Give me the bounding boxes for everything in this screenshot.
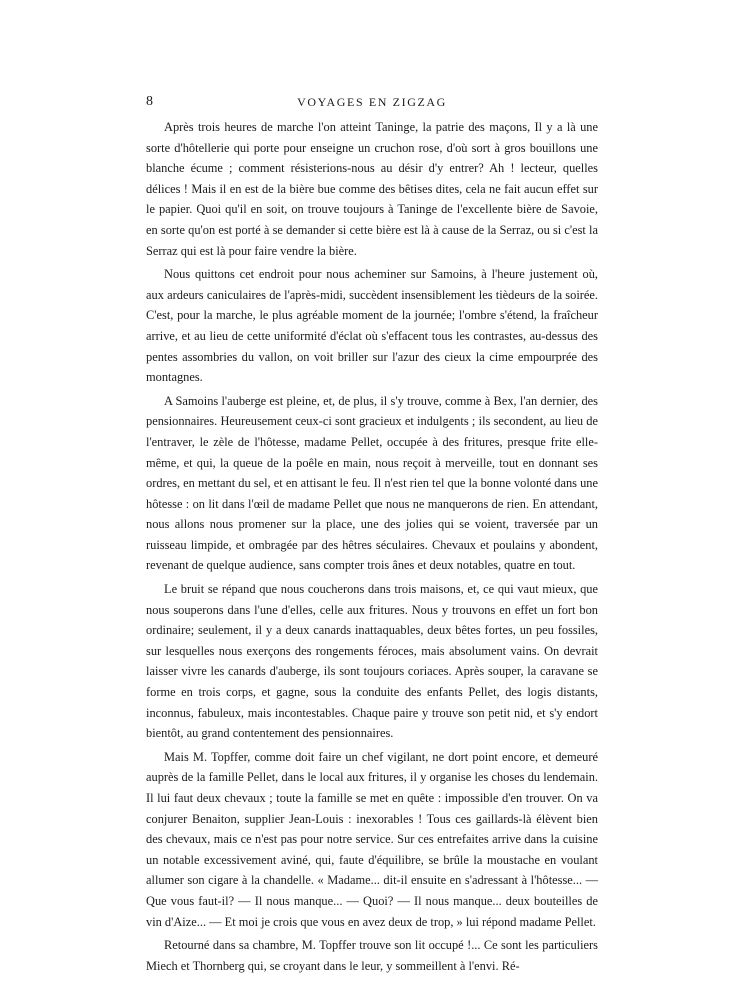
paragraph-taninge: Après trois heures de marche l'on atteint Taninge, la patrie des maçons, Il y a là une sorte d'hôtellerie qui porte pour enseigne un cruchon rose, d'où sort à gros bouillons une blanche écume ; comment résisterions-nous au désir d'y entrer? Ah ! lecteur, quelles délices ! Mais il en est de la bière bue comme des bêtises dites, cela ne fait aucun effet sur le papier. Quoi qu'il en soit, on trouve toujours à Taninge de l'excellente bière de Savoie, en sorte qu'on est porté à se demander si cette bière est là à cause de la Serraz, ou si c'est la Serraz qui est là pour faire vendre la bière.	[146, 120, 598, 258]
paragraph-topffer-horses: Mais M. Topffer, comme doit faire un chef vigilant, ne dort point encore, et demeuré auprès de la famille Pellet, dans le local aux fritures, il y organise les choses du lendemain. Il lui faut deux chevaux ; toute la famille se met en quête : impossible d'en trouver. On va conjurer Benaiton, supplier Jean-Louis : inexorables ! Tous ces gaillards-là élèvent bien des chevaux, mais ce n'est pas pour notre service. Sur ces entrefaites arrive dans la cuisine un notable excessivement aviné, qui, faute d'équilibre, se brûle la moustache en voulant allumer son cigare à la chandelle. « Madame... dit-il ensuite en s'adressant à l'hôtesse... — Que vous faut-il? — Il nous manque... — Quoi? — Il nous manque... deux bouteilles de vin d'Aize... — Et moi je crois que vous en avez deux de trop, » lui répond madame Pellet.	[146, 749, 598, 929]
paragraph-supper: Le bruit se répand que nous coucherons dans trois maisons, et, ce qui vaut mieux, que nous souperons dans l'une d'elles, celle aux fritures. Nous y trouvons en effet un fort bon ordinaire; seulement, il y a deux canards inattaquables, deux bêtes fortes, un peu fossiles, sur lesquelles nous exerçons des rongements féroces, mais absolument vains. On devrait laisser vivre les canards d'auberge, ils sont toujours coriaces. Après souper, la caravane se forme en trois corps, et gagne, sous la conduite des enfants Pellet, des logis distants, inconnus, fabuleux, mais incontestables. Chaque paire y trouve son petit nid, et s'y endort bientôt, au grand contentement des pensionnaires.	[146, 582, 598, 741]
page-number: 8	[146, 94, 153, 109]
paragraph-samoins-inn: A Samoins l'auberge est pleine, et, de plus, il s'y trouve, comme à Bex, l'an dernier, des pensionnaires. Heureusement ceux-ci sont gracieux et indulgents ; ils secondent, au lieu de l'entraver, le zèle de l'hôtesse, madame Pellet, occupée à des fritures, presque frite elle-même, et qui, la queue de la poêle en main, nous reçoit à merveille, tout en donnant ses ordres, en mettant du sel, et en attisant le feu. Il n'est rien tel que la bonne volonté dans une hôtesse : on lit dans l'œil de madame Pellet que nous ne manquerons de rien. En attendant, nous allons nous promener sur la place, une des jolies qui se voient, traversée par un ruisseau limpide, et ombragée par des hêtres séculaires. Chevaux et poulains y abondent, revenant de quelque audience, sans compter trois ânes et deux notables, quatre en tout.	[146, 393, 598, 573]
running-title: VOYAGES EN ZIGZAG	[297, 95, 447, 109]
book-page	[146, 93, 598, 979]
paragraph-samoins-journey: Nous quittons cet endroit pour nous acheminer sur Samoins, à l'heure justement où, aux ardeurs caniculaires de l'après-midi, succèdent insensiblement les tièdeurs de la soirée. C'est, pour la marche, le plus agréable moment de la journée; l'ombre s'étend, la fraîcheur arrive, et au lieu de cette uniformité d'éclat où s'effacent tous les contrastes, au-dessus des pentes assombries du vallon, on voit briller sur l'azur des cieux la cime empourprée des montagnes.	[146, 267, 598, 385]
paragraph-bed-occupied: Retourné dans sa chambre, M. Topffer trouve son lit occupé !... Ce sont les particuliers Miech et Thornberg qui, se croyant dans le leur, y sommeillent à l'envi. Ré-	[146, 938, 598, 973]
running-head	[146, 93, 598, 117]
body-text	[146, 117, 598, 976]
